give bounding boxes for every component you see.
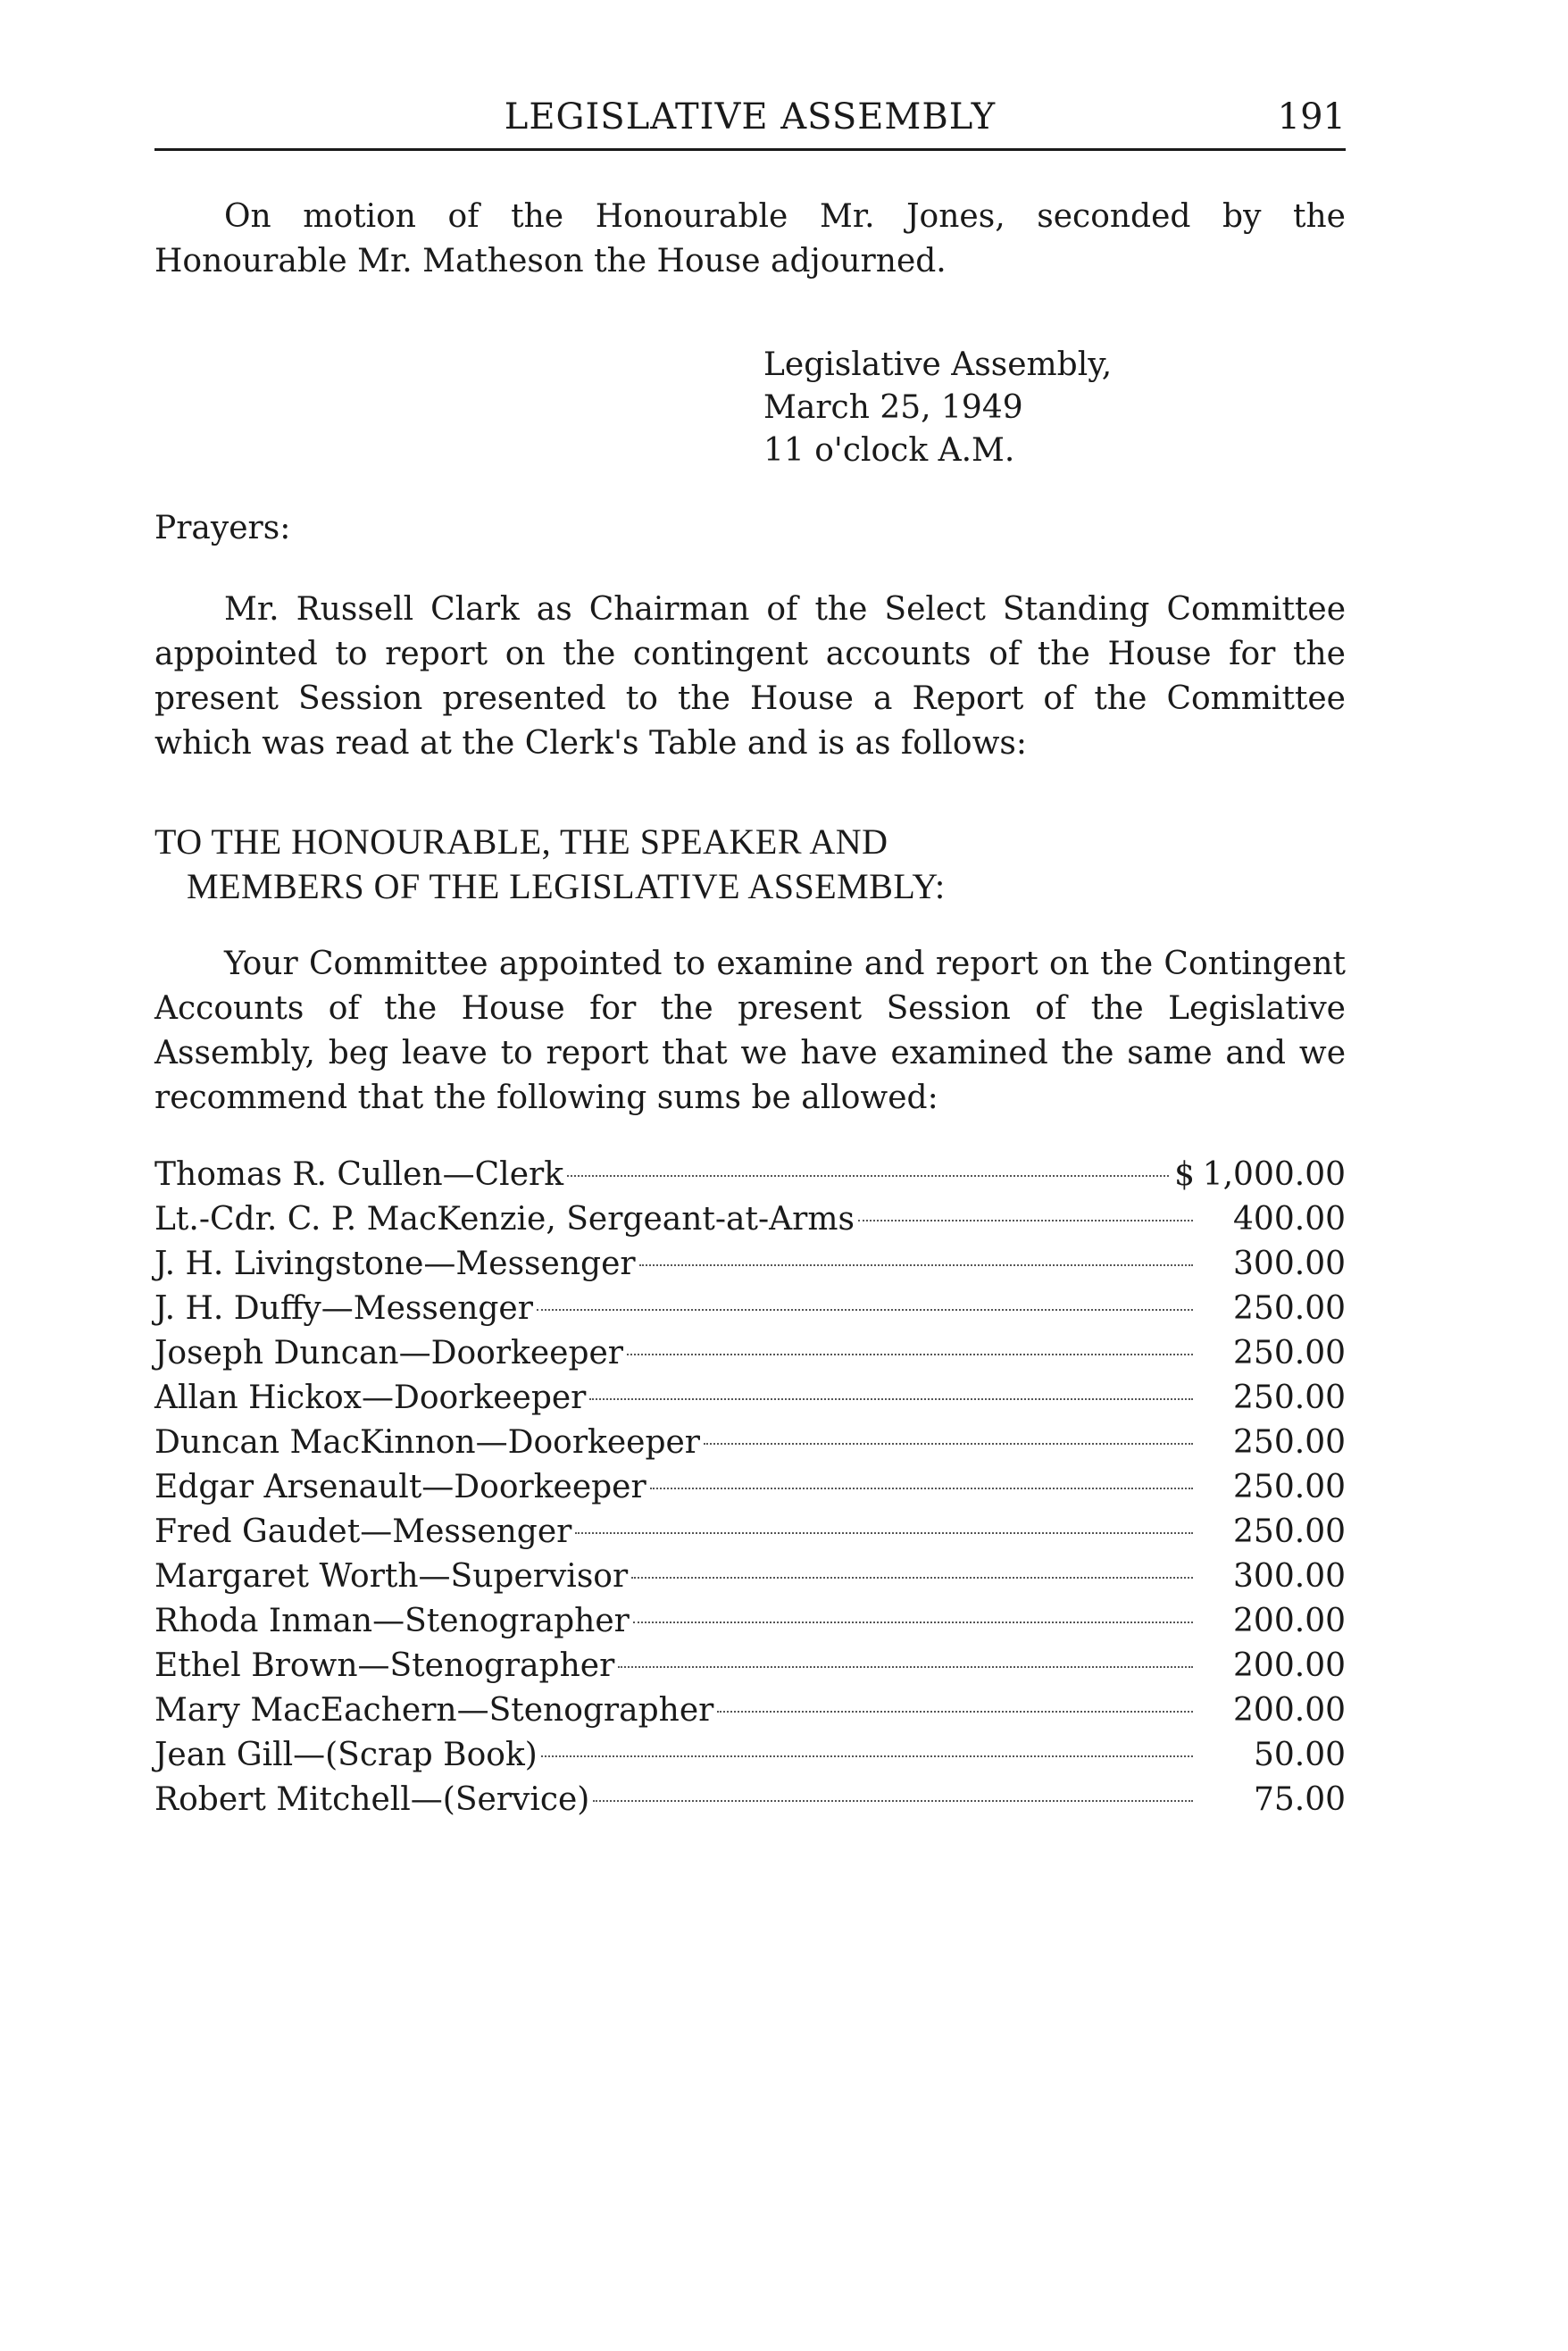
payee-name: Robert Mitchell—(Service) bbox=[154, 1781, 590, 1818]
payee-name: Rhoda Inman—Stenographer bbox=[154, 1603, 630, 1639]
payee-name: Duncan MacKinnon—Doorkeeper bbox=[154, 1424, 701, 1461]
dot-leader bbox=[717, 1711, 1193, 1713]
report-address bbox=[154, 820, 946, 909]
payee-name: Lt.-Cdr. C. P. MacKenzie, Sergeant-at-Arms bbox=[154, 1201, 855, 1238]
account-row bbox=[154, 1737, 1346, 1781]
dot-leader bbox=[567, 1175, 1169, 1177]
payee-name: Edgar Arsenault—Doorkeeper bbox=[154, 1469, 646, 1505]
dot-leader bbox=[541, 1755, 1193, 1757]
account-row bbox=[154, 1290, 1346, 1335]
payee-name: Joseph Duncan—Doorkeeper bbox=[154, 1335, 624, 1371]
amount: 250.00 bbox=[1233, 1469, 1346, 1505]
account-row bbox=[154, 1201, 1346, 1246]
account-row bbox=[154, 1558, 1346, 1603]
dateline-time: 11 o'clock A.M. bbox=[763, 432, 1015, 469]
payee-name: Ethel Brown—Stenographer bbox=[154, 1647, 615, 1684]
account-row bbox=[154, 1380, 1346, 1424]
motion-paragraph: On motion of the Honourable Mr. Jones, seconded by the Honourable Mr. Matheson the House adjourned. bbox=[154, 198, 1346, 279]
dateline bbox=[763, 344, 1112, 472]
dot-leader bbox=[537, 1309, 1193, 1311]
payee-name: Thomas R. Cullen—Clerk bbox=[154, 1156, 564, 1193]
dateline-date: March 25, 1949 bbox=[763, 389, 1023, 426]
address-line-1: TO THE HONOURABLE, THE SPEAKER AND bbox=[154, 821, 888, 862]
dot-leader bbox=[627, 1354, 1193, 1355]
currency-symbol: $ bbox=[1174, 1156, 1195, 1193]
running-head bbox=[154, 96, 1346, 150]
account-row bbox=[154, 1692, 1346, 1737]
account-row bbox=[154, 1246, 1346, 1290]
amount: 400.00 bbox=[1233, 1201, 1346, 1238]
payee-name: J. H. Livingstone—Messenger bbox=[154, 1246, 636, 1282]
payee-name: Margaret Worth—Supervisor bbox=[154, 1558, 629, 1595]
accounts-list bbox=[154, 1156, 1346, 1826]
prayers-label: Prayers: bbox=[154, 510, 291, 546]
account-row bbox=[154, 1781, 1346, 1826]
report-paragraph: Your Committee appointed to examine and report on the Contingent Accounts of the House for the present Session of the Legislative Assembly, beg leave to report that we have examined the same and we recommend that the following sums be allowed: bbox=[154, 946, 1346, 1116]
address-line-2: MEMBERS OF THE LEGISLATIVE ASSEMBLY: bbox=[187, 866, 946, 906]
amount: 75.00 bbox=[1253, 1781, 1346, 1818]
payee-name: J. H. Duffy—Messenger bbox=[154, 1290, 533, 1327]
amount: 300.00 bbox=[1233, 1558, 1346, 1595]
account-row bbox=[154, 1603, 1346, 1647]
payee-name: Jean Gill—(Scrap Book) bbox=[154, 1737, 538, 1773]
dot-leader bbox=[704, 1443, 1193, 1445]
account-row bbox=[154, 1424, 1346, 1469]
amount: 250.00 bbox=[1233, 1290, 1346, 1327]
amount: 200.00 bbox=[1233, 1647, 1346, 1684]
amount: 250.00 bbox=[1233, 1335, 1346, 1371]
amount: 50.00 bbox=[1253, 1737, 1346, 1773]
account-row bbox=[154, 1335, 1346, 1380]
dot-leader bbox=[650, 1488, 1193, 1489]
amount: 200.00 bbox=[1233, 1692, 1346, 1729]
page-number: 191 bbox=[1277, 96, 1346, 138]
dateline-place: Legislative Assembly, bbox=[763, 346, 1113, 383]
dot-leader bbox=[639, 1264, 1193, 1266]
dot-leader bbox=[593, 1800, 1193, 1802]
amount: 250.00 bbox=[1233, 1380, 1346, 1416]
dot-leader bbox=[858, 1220, 1193, 1221]
amount: 200.00 bbox=[1233, 1603, 1346, 1639]
amount: 250.00 bbox=[1233, 1513, 1346, 1550]
amount: 300.00 bbox=[1233, 1246, 1346, 1282]
dot-leader bbox=[633, 1622, 1193, 1623]
account-row bbox=[154, 1469, 1346, 1513]
presentation-paragraph: Mr. Russell Clark as Chairman of the Select Standing Committee appointed to report on the contingent accounts of the House for the present Session presented to the House a Report of the Committee which was read at the Clerk's Table and is as follows: bbox=[154, 591, 1346, 762]
dot-leader bbox=[618, 1666, 1193, 1668]
dot-leader bbox=[631, 1577, 1193, 1579]
payee-name: Mary MacEachern—Stenographer bbox=[154, 1692, 714, 1729]
header-rule bbox=[154, 148, 1346, 151]
payee-name: Fred Gaudet—Messenger bbox=[154, 1513, 572, 1550]
dot-leader bbox=[575, 1532, 1193, 1534]
amount: 250.00 bbox=[1233, 1424, 1346, 1461]
running-title: LEGISLATIVE ASSEMBLY bbox=[504, 96, 997, 138]
amount: 1,000.00 bbox=[1202, 1156, 1346, 1193]
dot-leader bbox=[589, 1398, 1193, 1400]
account-row bbox=[154, 1513, 1346, 1558]
account-row bbox=[154, 1647, 1346, 1692]
payee-name: Allan Hickox—Doorkeeper bbox=[154, 1380, 587, 1416]
account-row bbox=[154, 1156, 1346, 1201]
